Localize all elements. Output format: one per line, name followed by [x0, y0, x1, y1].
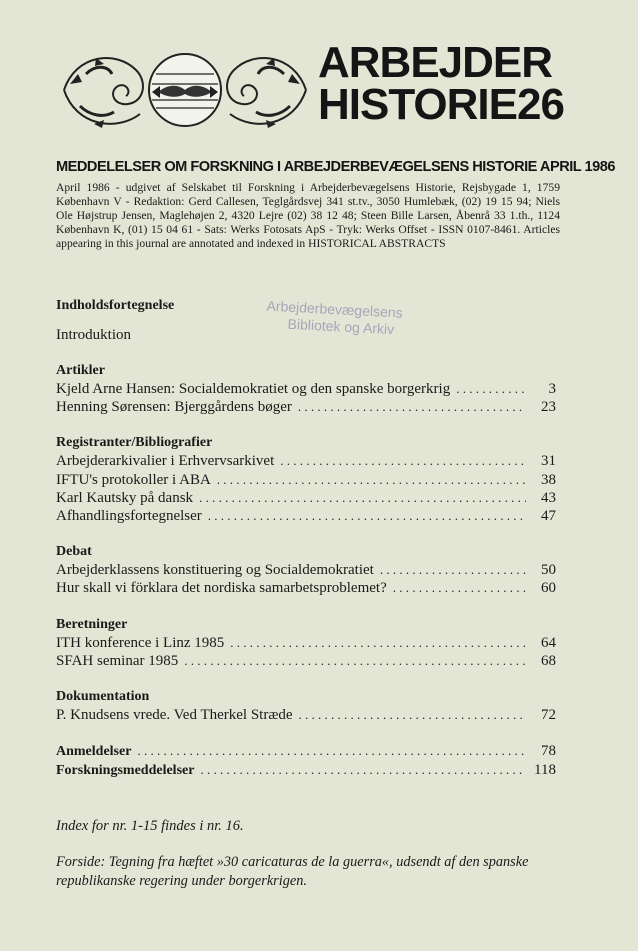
entry-page: 23	[541, 399, 556, 416]
entry-title: ITH konference i Linz 1985	[56, 634, 225, 651]
entry-title: Henning Sørensen: Bjerggårdens bøger	[56, 399, 292, 416]
leader-dots	[230, 634, 526, 652]
leader-dots	[280, 452, 526, 470]
masthead	[318, 38, 564, 129]
toc-entry[interactable]	[56, 579, 556, 597]
leader-dots	[299, 706, 527, 724]
toc-entry[interactable]	[56, 452, 556, 470]
leader-dots	[208, 507, 526, 525]
leader-dots	[456, 380, 526, 398]
entry-title: P. Knudsens vrede. Ved Therkel Stræde	[56, 707, 293, 724]
toc-entry[interactable]	[56, 398, 556, 416]
leader-dots	[380, 561, 526, 579]
entry-page: 31	[541, 453, 556, 470]
toc-entry[interactable]	[56, 761, 556, 780]
toc-entry[interactable]	[56, 634, 556, 652]
entry-title: Arbejderarkivalier i Erhvervsarkivet	[56, 453, 275, 470]
entry-page: 38	[541, 471, 556, 488]
section-title: Debat	[56, 544, 92, 560]
leader-dots	[199, 489, 526, 507]
stamp-line-1: Arbejderbevægelsens	[266, 297, 404, 321]
entry-title: IFTU's protokoller i ABA	[56, 471, 211, 488]
entry-title: Karl Kautsky på dansk	[56, 489, 194, 506]
leader-dots	[200, 761, 526, 779]
entry-page: 118	[534, 762, 556, 779]
toc-entry[interactable]	[56, 561, 556, 579]
colophon: April 1986 - udgivet af Selskabet til Forskning i Arbejderbevægelsens Historie, Rejsbygade 1, 1759 København V - Redaktion: Gerd Callesen, Teglgårdsvej 341 st.tv., 3050 Humlebæk, (02) 19 15 94; Niels Ole Højstrup Jensen, Maglehøjen 2, 4320 Lejre (02) 38 12 48; Steen Bille Larsen, Åbenrå 33 1.th., 1124 København K, (01) 15 04 61 - Sats: Werks Fotosats ApS - Tryk: Werks Offset - ISSN 0107-8461. Articles appearing in this journal are annotated and indexed in HISTORICAL ABSTRACTS	[56, 181, 560, 250]
entry-page: 3	[548, 381, 556, 397]
leader-dots	[298, 398, 526, 416]
entry-page: 60	[541, 580, 556, 597]
leader-dots	[393, 579, 526, 597]
entry-title: Afhandlingsfortegnelser	[56, 508, 202, 525]
index-note: Index for nr. 1-15 findes i nr. 16.	[56, 818, 244, 834]
section-title: Registranter/Bibliografier	[56, 435, 213, 451]
toc-entry[interactable]	[56, 706, 556, 724]
toc-entry[interactable]	[56, 489, 556, 507]
subtitle: MEDDELELSER OM FORSKNING I ARBEJDERBEVÆGELSENS HISTORIE APRIL 1986	[56, 159, 615, 175]
stamp-line-2: Bibliotek og Arkiv	[287, 315, 395, 338]
toc-entry[interactable]	[56, 652, 556, 670]
entry-page: 43	[541, 489, 556, 506]
entry-title: Hur skall vi förklara det nordiska samarbetsproblemet?	[56, 580, 387, 597]
section-title: Artikler	[56, 363, 105, 378]
toc-entry[interactable]	[56, 471, 556, 489]
entry-page: 72	[541, 707, 556, 724]
entry-page: 50	[541, 562, 556, 579]
toc-intro: Introduktion	[56, 327, 131, 343]
masthead-line-1: ARBEJDER	[318, 38, 553, 87]
entry-title: Anmeldelser	[56, 744, 132, 760]
leader-dots	[137, 742, 526, 760]
toc-entry[interactable]	[56, 507, 556, 525]
section-title: Dokumentation	[56, 689, 150, 705]
toc-entry[interactable]	[56, 742, 556, 761]
toc-entry[interactable]	[56, 380, 556, 398]
cover-note: Forside: Tegning fra hæftet »30 caricaturas de la guerra«, udsendt af den spanske republikanske regering under borgerkrigen.	[56, 854, 529, 889]
entry-page: 47	[541, 508, 556, 525]
masthead-line-2: HISTORIE26	[318, 80, 564, 129]
leader-dots	[184, 652, 526, 670]
entry-page: 68	[541, 652, 556, 669]
table-of-contents	[56, 297, 556, 781]
entry-title: Forskningsmeddelelser	[56, 763, 195, 779]
entry-title: Kjeld Arne Hansen: Socialdemokratiet og den spanske borgerkrig	[56, 381, 451, 397]
section-title: Beretninger	[56, 616, 128, 632]
entry-page: 64	[541, 634, 556, 651]
leader-dots	[217, 471, 526, 489]
entry-title: Arbejderklassens konstituering og Socialdemokratiet	[56, 562, 374, 579]
entry-title: SFAH seminar 1985	[56, 652, 179, 669]
ornamental-emblem	[56, 44, 314, 136]
toc-heading: Indholdsfortegnelse	[56, 298, 175, 313]
entry-page: 78	[541, 743, 556, 760]
